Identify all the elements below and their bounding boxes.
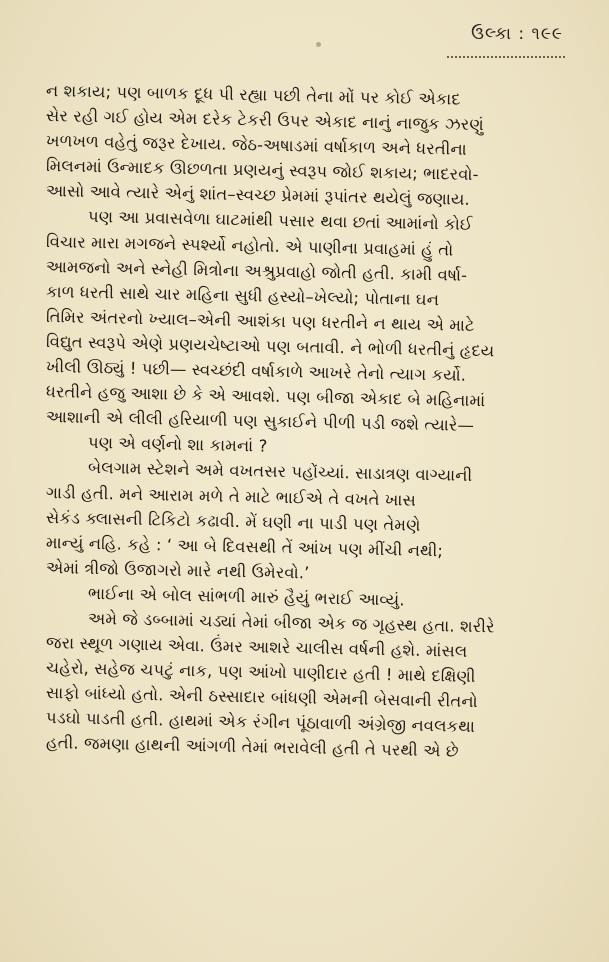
text-line: વિચાર મારા મગજને સ્પર્શ્યો નહોતો. એ પાણીના પ્રવાહમાં હું તો [45, 231, 454, 260]
text-line: ભાઈના એ બોલ સાંભળી મારું હૈયું ભરાઈ આવ્યું. [87, 583, 405, 610]
text-line: એમાં ત્રીજો ઉજાગરો મારે નથી ઉમેરવો.’ [45, 557, 310, 583]
text-line: કાળ ધરતી સાથે ચાર મહિના સુધી હસ્યો–ખેલ્યો; પોતાના ઘન [45, 281, 440, 309]
text-line: અમે જે ડબ્બામાં ચડ્યાં તેમાં બીજા એક જ ગૃહસ્થ હતા. શરીરે [87, 608, 495, 637]
text-line: વિદ્યુત સ્વરૂપે એણે પ્રણયચેષ્ટાઓ પણ બતાવી. ને ભોળી ધરતીનું હૃદય [45, 331, 495, 361]
paper-speck [316, 42, 321, 47]
text-line: સાફો બાંધ્યો હતો. એની ઠસ્સાદાર બાંધણી એમની બેસવાની રીતનો [45, 683, 478, 712]
text-line: સેકંડ ક્લાસની ટિકિટો કઢાવી. મેં ઘણી ના પાડી પણ તેમણે [45, 507, 421, 535]
text-line: બેલગામ સ્ટેશને અમે વખતસર પહોંચ્યાં. સાડાત્રણ વાગ્યાની [87, 458, 473, 486]
text-line: પણ આ પ્રવાસવેળા ઘાટમાંથી પસાર થવા છતાં આમાંનો કોઈ [87, 207, 473, 235]
text-line: ધરતીને હજુ આશા છે કે એ આવશે. પણ બીજા એકાદ બે મહિનામાં [45, 382, 486, 411]
text-line: પડઘો પાડતી હતી. હાથમાં એક રંગીન પૂંઠાવાળી અંગ્રેજી નવલકથા [45, 708, 476, 737]
text-line: તિમિર અંતરનો ખ્યાલ–એની આશંકા પણ ધરતીને ન થાય એ માટે [45, 306, 475, 335]
text-line: હતી. જમણા હાથની આંગળી તેમાં ભરાવેલી હતી તે પરથી એ છે [45, 733, 459, 762]
text-line: ખીલી ઊઠ્યું ! પછી— સ્વચ્છંદી વર્ષાકાળે આખરે તેનો ત્યાગ કર્યો. [45, 357, 467, 385]
running-head: ઉલ્કા : ૧૯૯ [471, 24, 563, 44]
page-header [46, 18, 569, 64]
body-text [45, 78, 569, 762]
header-ornament-rule [447, 50, 565, 58]
text-line: ચહેરો, સહેજ ચપટું નાક, પણ આંખો પાણીદાર હતી ! માથે દક્ષિણી [45, 658, 476, 687]
text-line: ન શકાય; પણ બાળક દૂધ પી રહ્યા પછી તેના મોં પર કોઈ એકાદ [45, 81, 461, 109]
text-line: આસો આવે ત્યારે એનું શાંત–સ્વચ્છ પ્રેમમાં રૂપાંતર થયેલું જણાય. [45, 181, 470, 210]
text-line: મિલનમાં ઉન્માદક ઊછળતા પ્રણયનું સ્વરૂપ જોઈ શકાય; ભાદરવો- [45, 156, 479, 185]
text-line: ખળખળ વહેતું જરૂર દેખાય. જેઠ-અષાડમાં વર્ષાકાળ અને ધરતીના [45, 131, 467, 159]
text-line: આમજનો અને સ્નેહી મિત્રોના અશ્રુપ્રવાહો જોતી હતી. કામી વર્ષા- [45, 256, 468, 285]
text-line: પણ એ વર્ણનો શા કામનાં ? [87, 433, 268, 456]
text-line: આશાની એ લીલી હરિયાળી પણ સુકાઈને પીળી પડી જશે ત્યારે— [45, 407, 475, 436]
text-line: ગાડી હતી. મને આરામ મળે તે માટે ભાઈએ તે વખતે ખાસ [45, 482, 417, 510]
text-line: સેર રહી ગઈ હોય એમ દરેક ટેકરી ઉપર એકાદ નાનું નાજુક ઝરણું [45, 106, 484, 135]
text-line: જરા સ્થૂળ ગણાય એવા. ઉંમર આશરે ચાલીસ વર્ષની હશે. માંસલ [45, 633, 468, 661]
text-line: માન્યું નહિ. કહે : ‘ આ બે દિવસથી તેં આંખ પણ મીંચી નથી; [45, 532, 444, 561]
